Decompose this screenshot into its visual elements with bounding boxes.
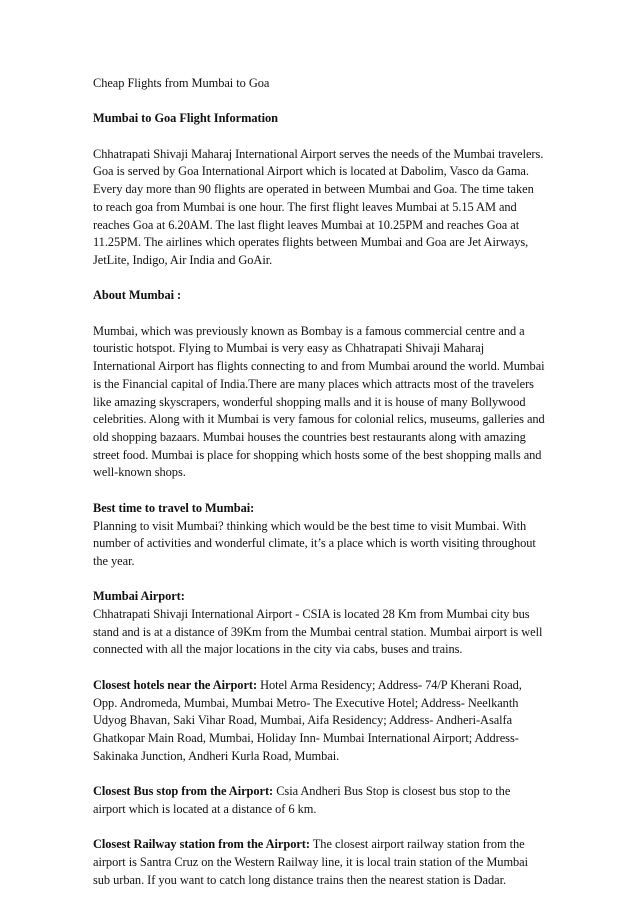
- about-mumbai-paragraph: [93, 323, 545, 482]
- airport-body: Chhatrapati Shivaji International Airport - CSIA is located 28 Km from Mumbai city bus stand and is at a distance of 39Km from the Mumbai central station. Mumbai airport is well connected with all the major locations in the city via cabs, buses and trains.: [93, 607, 543, 657]
- hotels-body: Hotel Arma Residency; Address- 74/P Kherani Road, Opp. Andromeda, Mumbai, Mumbai Metro- The Executive Hotel; Address- Neelkanth Udyog Bhavan, Saki Vihar Road, Mumbai, Aifa Residency; Address- Andheri-Asalfa Ghatkopar Main Road, Mumbai, Holiday Inn- Mumbai International Airport; Address-Sakinaka Junction, Andheri Kurla Road, Mumbai.: [93, 677, 522, 763]
- best-time-body: Planning to visit Mumbai? thinking which would be the best time to visit Mumbai. With number of activities and wonderful climate, it’s a place which is worth visiting throughout the year.: [93, 518, 536, 568]
- best-time-section: [93, 500, 545, 571]
- document-body: [93, 75, 545, 907]
- bus-stop-body: Csia Andheri Bus Stop is closest bus stop to the airport which is located at a distance of 6 km.: [93, 784, 511, 816]
- airport-section: [93, 588, 545, 659]
- about-mumbai-heading: [93, 287, 545, 305]
- best-time-heading: Best time to travel to Mumbai:: [93, 500, 255, 515]
- about-mumbai-heading-text: About Mumbai :: [93, 288, 182, 303]
- document-title: [93, 75, 545, 93]
- flight-info-heading: [93, 110, 545, 128]
- flight-info-body: Chhatrapati Shivaji Maharaj International Airport serves the needs of the Mumbai travelers. Goa is served by Goa International Airport which is located at Dabolim, Vasco da Gama. Every day more than 90 flights are operated in between Mumbai and Goa. The time taken to reach goa from Mumbai is one hour. The first flight leaves Mumbai at 5.15 AM and reaches Goa at 6.20AM. The last flight leaves Mumbai at 10.25PM and reaches Goa at 11.25PM. The airlines which operates flights between Mumbai and Goa are Jet Airways, JetLite, Indigo, Air India and GoAir.: [93, 146, 544, 267]
- document-title-text: Cheap Flights from Mumbai to Goa: [93, 76, 270, 90]
- flight-info-heading-text: Mumbai to Goa Flight Information: [93, 111, 278, 126]
- hotels-heading: Closest hotels near the Airport:: [93, 677, 258, 692]
- railway-section: [93, 836, 545, 889]
- bus-stop-section: [93, 783, 545, 818]
- about-mumbai-body: Mumbai, which was previously known as Bombay is a famous commercial centre and a touristic hotspot. Flying to Mumbai is very easy as Chhatrapati Shivaji Maharaj International Airport has flights connecting to and from Mumbai around the world. Mumbai is the Financial capital of India.There are many places which attracts most of the travelers like amazing skyscrapers, wonderful shopping malls and it is house of many Bollywood celebrities. Along with it Mumbai is very famous for colonial relics, museums, galleries and old shopping bazaars. Mumbai houses the countries best restaurants along with amazing street food. Mumbai is place for shopping which hosts some of the best shopping malls and well-known shops.: [93, 323, 545, 480]
- railway-body: The closest airport railway station from the airport is Santra Cruz on the Western Railway line, it is local train station of the Mumbai sub urban. If you want to catch long distance trains then the nearest station is Dadar.: [93, 837, 529, 887]
- railway-heading: Closest Railway station from the Airport:: [93, 837, 310, 852]
- flight-info-paragraph: [93, 146, 545, 270]
- hotels-section: [93, 677, 545, 766]
- airport-heading: Mumbai Airport:: [93, 589, 185, 604]
- bus-stop-heading: Closest Bus stop from the Airport:: [93, 784, 274, 798]
